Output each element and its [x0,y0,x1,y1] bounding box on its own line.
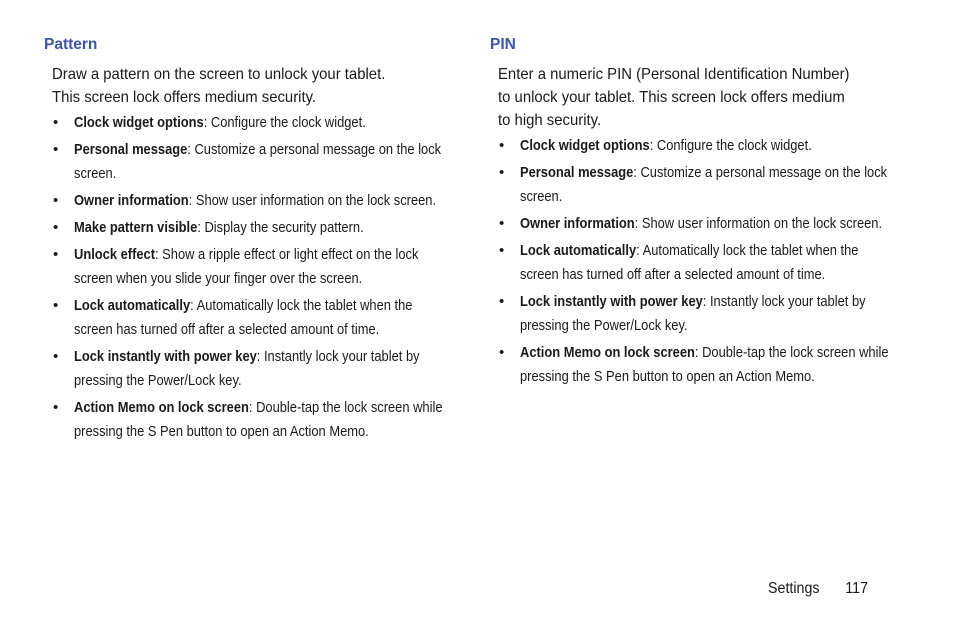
bullet-icon: • [53,297,59,314]
list-item [498,341,900,389]
list-item-text [520,161,898,209]
list-item [52,216,454,240]
option-term: Lock automatically [74,297,191,314]
list-item [52,396,454,444]
bullet-icon: • [499,215,505,232]
list-item-text [520,212,898,236]
list-item-text [520,239,898,287]
list-item-text [520,134,898,158]
option-term: Clock widget options [520,137,650,154]
bullet-icon: • [53,219,59,236]
option-term: Clock widget options [74,114,204,131]
option-term: Make pattern visible [74,219,198,236]
option-term: Personal message [74,141,188,158]
option-description: : Double-tap the lock screen while pressing the S Pen button to open an Action Memo. [74,399,443,440]
list-item-text [520,290,898,338]
pattern-section [44,36,454,447]
list-item-text [74,243,452,291]
list-item-text [520,341,898,389]
option-description: : Automatically lock the tablet when the screen has turned off after a selected amount of time. [520,242,859,283]
pin-section [490,36,900,392]
option-description: : Configure the clock widget. [649,137,812,154]
option-term: Unlock effect [74,246,156,263]
list-item [52,111,454,135]
list-item [52,189,454,213]
list-item [498,239,900,287]
option-term: Lock instantly with power key [74,348,257,365]
bullet-icon: • [499,293,505,310]
page-number: 117 [845,580,869,597]
page-footer [768,578,868,600]
option-description: : Show user information on the lock screen. [188,192,437,209]
list-item-text [74,216,452,240]
list-item-text [74,111,452,135]
footer-section-name: Settings [768,580,820,597]
option-description: : Display the security pattern. [197,219,364,236]
section-heading-pin: PIN [490,36,516,53]
bullet-icon: • [53,246,59,263]
section-heading-pattern: Pattern [44,36,98,53]
list-item [498,290,900,338]
option-description: : Instantly lock your tablet by pressing the Power/Lock key. [74,348,420,389]
pattern-options-list [44,111,454,444]
option-term: Lock instantly with power key [520,293,703,310]
list-item [52,294,454,342]
bullet-icon: • [499,164,505,181]
option-description: : Customize a personal message on the lock screen. [520,164,888,205]
bullet-icon: • [53,399,59,416]
list-item-text [74,138,452,186]
option-description: : Automatically lock the tablet when the screen has turned off after a selected amount of time. [74,297,413,338]
option-term: Owner information [74,192,189,209]
option-description: : Show user information on the lock screen. [634,215,883,232]
bullet-icon: • [53,141,59,158]
list-item [52,345,454,393]
bullet-icon: • [499,242,505,259]
pin-options-list [490,134,900,389]
bullet-icon: • [53,114,59,131]
list-item-text [74,189,452,213]
option-description: : Instantly lock your tablet by pressing the Power/Lock key. [520,293,866,334]
bullet-icon: • [499,344,505,361]
option-term: Lock automatically [520,242,637,259]
pattern-intro: Draw a pattern on the screen to unlock your tablet. This screen lock offers medium security. [52,66,386,106]
list-item [52,138,454,186]
list-item-text [74,345,452,393]
option-description: : Customize a personal message on the lock screen. [74,141,442,182]
pin-intro: Enter a numeric PIN (Personal Identification Number) to unlock your tablet. This screen lock offers medium to high security. [498,66,850,129]
list-item-text [74,294,452,342]
list-item [498,212,900,236]
list-item [52,243,454,291]
option-description: : Show a ripple effect or light effect on the lock screen when you slide your finger over the screen. [74,246,419,287]
bullet-icon: • [53,348,59,365]
option-term: Personal message [520,164,634,181]
list-item [498,161,900,209]
list-item-text [74,396,452,444]
option-term: Owner information [520,215,635,232]
bullet-icon: • [499,137,505,154]
option-term: Action Memo on lock screen [520,344,695,361]
list-item [498,134,900,158]
bullet-icon: • [53,192,59,209]
option-description: : Double-tap the lock screen while pressing the S Pen button to open an Action Memo. [520,344,889,385]
option-description: : Configure the clock widget. [203,114,366,131]
option-term: Action Memo on lock screen [74,399,249,416]
